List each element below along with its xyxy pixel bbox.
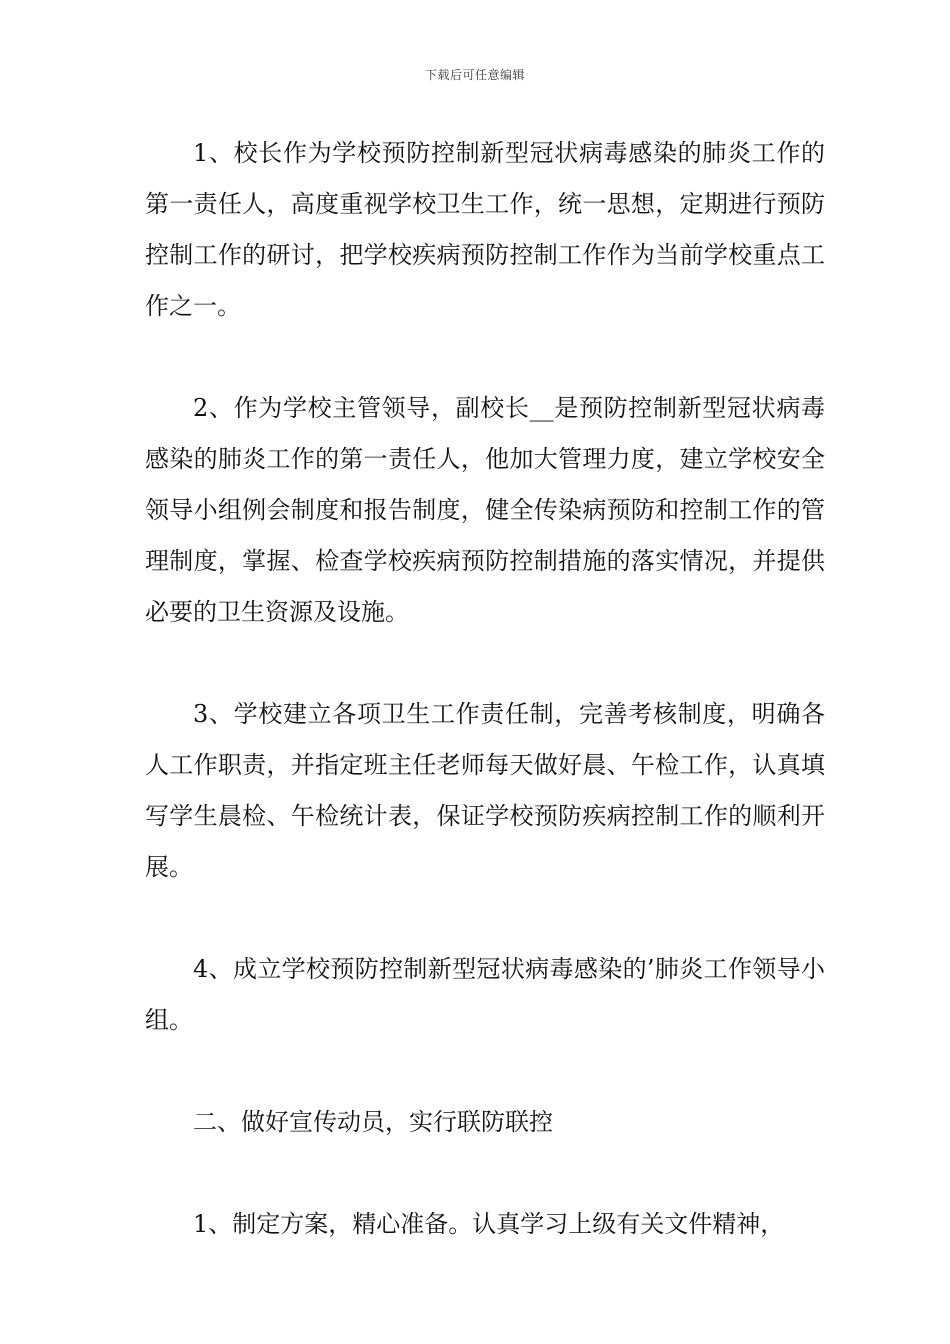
document-body (145, 128, 825, 1250)
section-heading: 二、做好宣传动员，实行联防联控 (193, 1108, 553, 1136)
paragraph-4: 4、成立学校预防控制新型冠状病毒感染的’肺炎工作领导小组。 (145, 955, 825, 1034)
paragraph-1: 1、校长作为学校预防控制新型冠状病毒感染的肺炎工作的第一责任人，高度重视学校卫生工作，统一思想，定期进行预防控制工作的研讨，把学校疾病预防控制工作作为当前学校重点工作之一。 (145, 139, 825, 320)
paragraph-2: 2、作为学校主管领导，副校长__是预防控制新型冠状病毒感染的肺炎工作的第一责任人，他加大管理力度，建立学校安全领导小组例会制度和报告制度，健全传染病预防和控制工作的管理制度，掌握、检查学校疾病预防控制措施的落实情况，并提供必要的卫生资源及设施。 (145, 394, 825, 626)
paragraph-5: 1、制定方案，精心准备。认真学习上级有关文件精神， (193, 1210, 785, 1238)
paragraph-3: 3、学校建立各项卫生工作责任制，完善考核制度，明确各人工作职责，并指定班主任老师每天做好晨、午检工作，认真填写学生晨检、午检统计表，保证学校预防疾病控制工作的顺利开展。 (145, 700, 825, 881)
page-header: 下载后可任意编辑 (424, 68, 525, 82)
